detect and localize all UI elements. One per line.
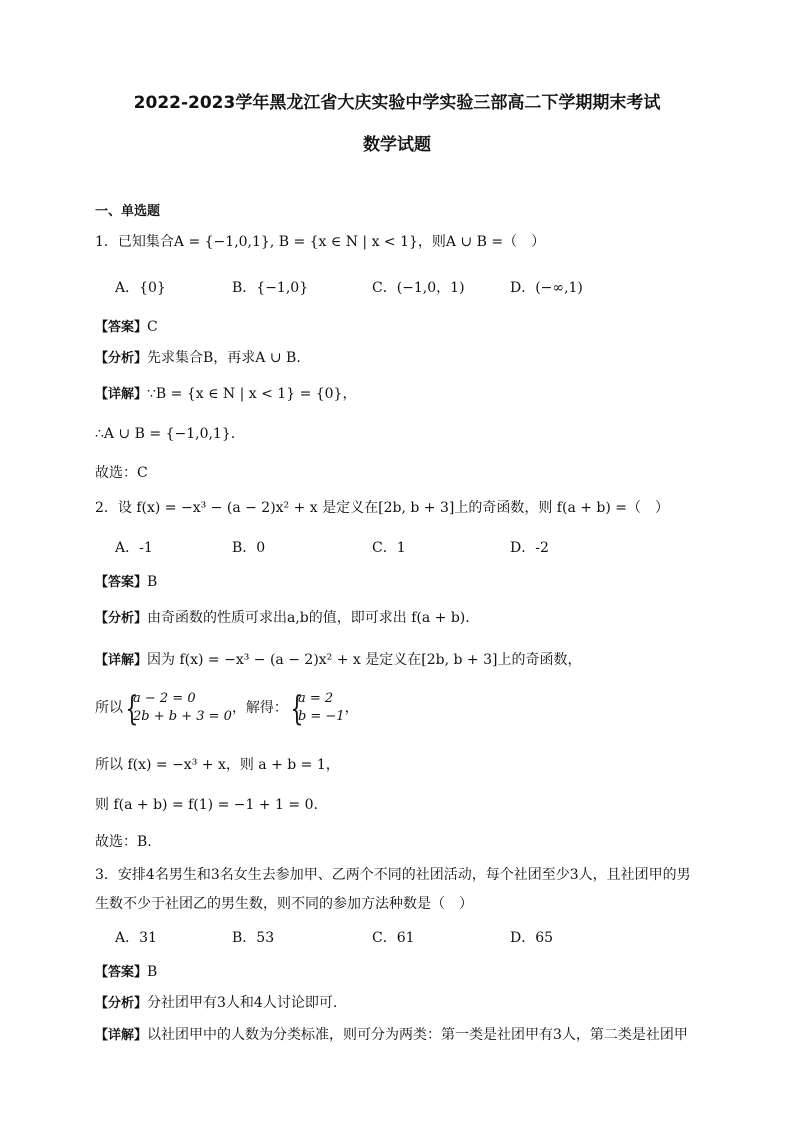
q3-option-d: D．65 [510, 930, 554, 946]
q3-detail-text: 以社团甲中的人数为分类标准，则可分为两类：第一类是社团甲有3人，第二类是社团甲 [147, 1027, 688, 1043]
q1-option-d: D．(−∞,1) [510, 280, 583, 296]
q3-stem-2: 生数不少于社团乙的男生数，则不同的参加方法种数是（ ） [95, 896, 473, 912]
detail-tag: 【详解】 [95, 1028, 148, 1043]
answer-tag: 【答案】 [95, 575, 148, 590]
q2-stem: 2．设 f(x) = −x³ − (a − 2)x² + x 是定义在[2b, b + 3]上的奇函数，则 f(a + b) =（ ） [95, 500, 670, 516]
q2-system-line [95, 690, 704, 726]
q2-answer [95, 572, 704, 593]
sys2-eq-b: b = −1 [297, 709, 345, 724]
q3-answer-value: B [147, 964, 158, 980]
q2-analysis [95, 608, 704, 629]
analysis-tag: 【分析】 [95, 351, 148, 366]
q3-option-a: A．31 [115, 930, 157, 946]
q2-detail [95, 650, 704, 671]
q2-sys-prefix: 所以 [95, 700, 123, 716]
q3-detail [95, 1025, 704, 1046]
q2-answer-value: B [147, 574, 158, 590]
equation-system-1 [123, 690, 232, 726]
detail-tag: 【详解】 [95, 387, 148, 402]
q2-detail-text: 因为 f(x) = −x³ − (a − 2)x² + x 是定义在[2b, b + 3]上的奇函数， [147, 652, 582, 668]
q1-analysis-text: 先求集合B，再求A ∪ B. [147, 350, 301, 366]
q3-stem-1: 3．安排4名男生和3名女生去参加甲、乙两个不同的社团活动，每个社团至少3人，且社团甲的男 [95, 867, 691, 883]
q2-sys-suffix: ， [344, 700, 359, 716]
q2-option-c: C．1 [372, 540, 406, 556]
sys1-eq-b: 2b + b + 3 = 0 [133, 709, 232, 724]
detail-tag: 【详解】 [95, 653, 148, 668]
q1-option-c: C．(−1,0，1) [372, 280, 465, 296]
q3-answer [95, 962, 704, 983]
q1-option-b: B．{−1,0} [232, 280, 309, 296]
q1-stem: 1．已知集合A = {−1,0,1}, B = {x ∈ N | x < 1}，则A ∪ B =（ ） [95, 234, 546, 250]
answer-tag: 【答案】 [95, 320, 148, 335]
q2-option-d: D．-2 [510, 540, 549, 556]
sys2-eq-a: a = 2 [297, 691, 334, 706]
q2-sys-mid: ，解得： [231, 700, 288, 716]
answer-tag: 【答案】 [95, 965, 148, 980]
q3-option-c: C．61 [372, 930, 415, 946]
document-subtitle: 数学试题 [363, 135, 431, 155]
q1-answer [95, 317, 704, 338]
analysis-tag: 【分析】 [95, 611, 148, 626]
q1-answer-value: C [147, 319, 158, 335]
q2-line3: 所以 f(x) = −x³ + x，则 a + b = 1， [95, 757, 340, 773]
equation-system-2 [288, 690, 345, 726]
analysis-tag: 【分析】 [95, 996, 148, 1011]
q3-analysis-text: 分社团甲有3人和4人讨论即可. [147, 995, 338, 1011]
q2-option-a: A．-1 [115, 540, 153, 556]
q3-option-b: B．53 [232, 930, 275, 946]
q3-analysis [95, 993, 704, 1014]
q2-choice: 故选：B. [95, 834, 152, 850]
sys1-eq-a: a − 2 = 0 [133, 691, 196, 706]
section-heading: 一、单选题 [95, 204, 161, 219]
q1-detail-2: ∴A ∪ B = {−1,0,1}. [95, 426, 236, 442]
q2-line4: 则 f(a + b) = f(1) = −1 + 1 = 0. [95, 797, 318, 813]
q1-analysis [95, 348, 704, 369]
q1-option-a: A．{0} [115, 280, 166, 296]
q2-analysis-text: 由奇函数的性质可求出a,b的值，即可求出 f(a + b). [147, 610, 470, 626]
q1-detail-text: ∵B = {x ∈ N | x < 1} = {0}， [147, 386, 357, 402]
q1-detail [95, 384, 704, 405]
document-title: 2022-2023学年黑龙江省大庆实验中学实验三部高二下学期期末考试 [133, 93, 661, 113]
q1-choice: 故选：C [95, 465, 148, 481]
q2-option-b: B．0 [232, 540, 266, 556]
